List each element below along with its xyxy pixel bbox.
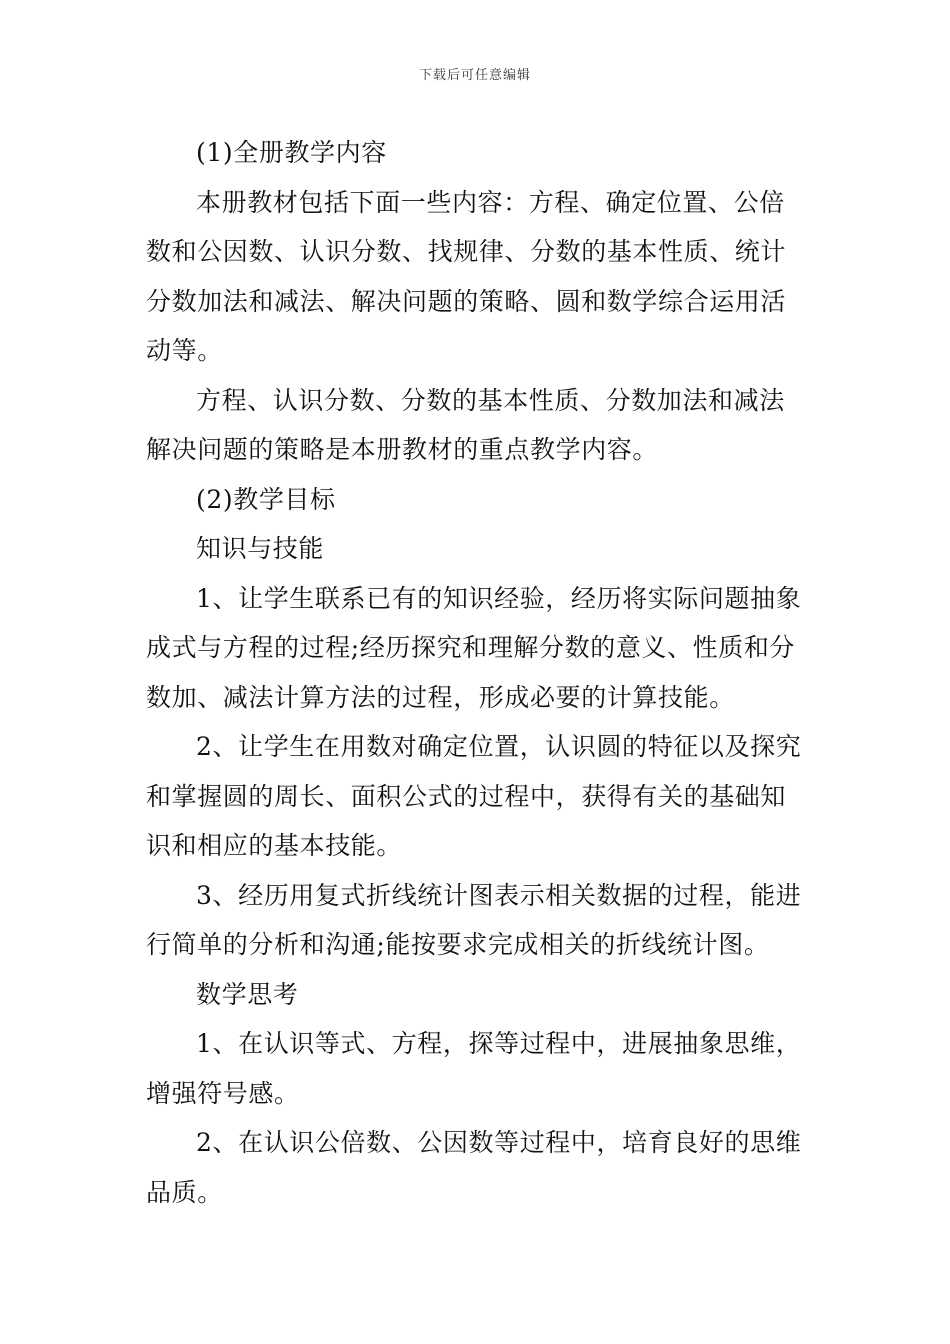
paragraph-line: 成式与方程的过程;经历探究和理解分数的意义、性质和分: [146, 633, 796, 662]
paragraph-line: 2、让学生在用数对确定位置，认识圆的特征以及探究: [196, 732, 802, 761]
page-header: 下载后可任意编辑: [418, 68, 531, 83]
paragraph-line: 方程、认识分数、分数的基本性质、分数加法和减法: [196, 385, 785, 415]
paragraph-line: 3、经历用复式折线统计图表示相关数据的过程，能进: [196, 880, 802, 910]
document-body: [146, 128, 808, 1217]
paragraph-line: 数和公因数、认识分数、找规律、分数的基本性质、统计: [146, 237, 787, 266]
paragraph-line: 2、在认识公倍数、公因数等过程中，培育良好的思维: [196, 1128, 802, 1157]
paragraph-line: 和掌握圆的周长、面积公式的过程中，获得有关的基础知: [146, 781, 787, 811]
paragraph-line: 增强符号感。: [146, 1078, 300, 1108]
paragraph-line: 动等。: [146, 336, 223, 365]
subsection-heading: 知识与技能: [196, 534, 325, 563]
paragraph-line: 识和相应的基本技能。: [146, 831, 403, 860]
paragraph-line: 品质。: [146, 1177, 223, 1207]
subsection-heading: 数学思考: [196, 979, 299, 1009]
paragraph-line: 解决问题的策略是本册教材的重点教学内容。: [146, 435, 659, 464]
section-heading: (2)教学目标: [196, 484, 336, 514]
paragraph-line: 行简单的分析和沟通;能按要求完成相关的折线统计图。: [146, 930, 770, 959]
paragraph-line: 1、让学生联系已有的知识经验，经历将实际问题抽象: [196, 583, 802, 613]
section-heading: (1)全册教学内容: [196, 138, 387, 167]
paragraph-line: 1、在认识等式、方程，探等过程中，进展抽象思维，: [196, 1029, 802, 1058]
paragraph-line: 本册教材包括下面一些内容：方程、确定位置、公倍: [196, 187, 785, 217]
paragraph-line: 分数加法和减法、解决问题的策略、圆和数学综合运用活: [146, 286, 787, 316]
paragraph-line: 数加、减法计算方法的过程，形成必要的计算技能。: [146, 682, 735, 712]
